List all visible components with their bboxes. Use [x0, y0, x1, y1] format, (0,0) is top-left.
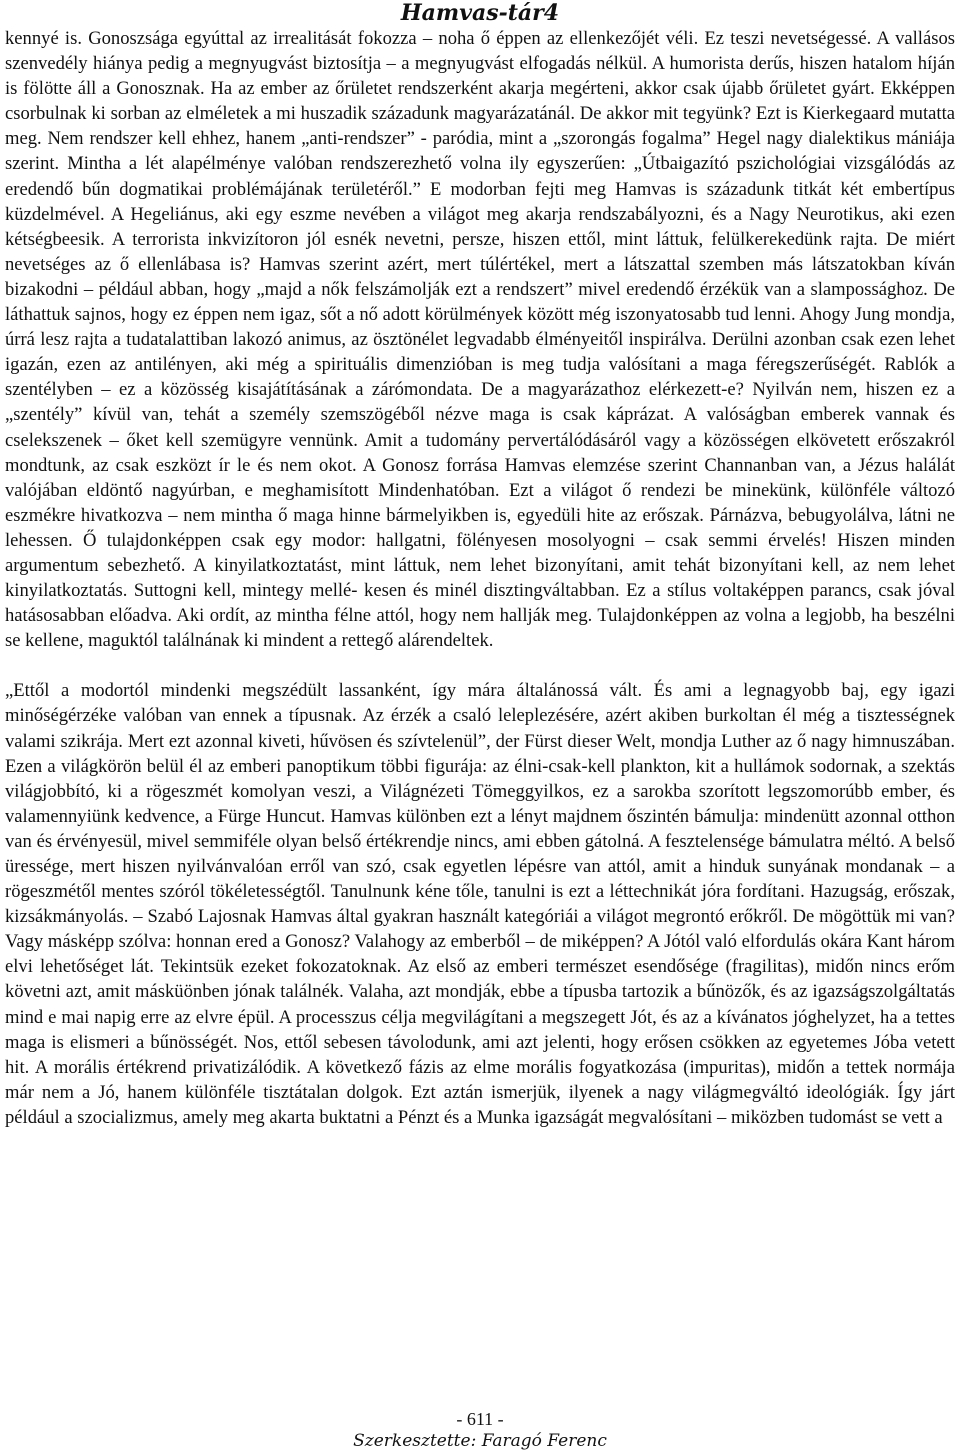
body-text	[5, 26, 955, 1130]
page-number: - 611 -	[456, 1409, 504, 1429]
running-header: Hamvas-tár4	[400, 0, 560, 26]
paragraph: „Ettől a modortól mindenki megszédült lassanként, így mára általánossá vált. És ami a legnagyobb baj, egy igazi minőségérzéke valóban van ennek a típusnak. Az érzék a csaló leleplezésére, azért akiben burkoltan él még a tisztességnek valami szikrája. Mert ezt azonnal kiveti, hűvösen és szívtelenül”, der Fürst dieser Welt, mondja Luther az ő nagy himnuszában. Ezen a világkörön belül él az emberi panoptikum többi figurája: az élni-csak-kell plankton, kit a hullámok sodornak, a szektás világjobbító, ki a rögeszmét komolyan veszi, a Világnézeti Tömeggyilkos, ez a sarokba szorított legszomorúbb ember, és valamennyiünk kedvence, a Fürge Huncut. Hamvas különben ezt a lényt majdnem őszintén bámulja: mindenütt azonnal otthon van és érvényesül, mivel semmiféle olyan belső értékrendje nincs, ami ebben gátolná. A fesztelensége bámulatra méltó. A belső üressége, mert hiszen nyilvánvalóan erről van szó, csak egyetlen lépésre van attól, amit a hinduk sunyának mondanak – a rögeszmétől mentes szóról tökéletességtől. Tanulnunk kéne tőle, tanulni is ezt a léttechnikát jóra fordítani. Hazugság, erőszak, kizsákmányolás. – Szabó Lajosnak Hamvas által gyakran használt kategóriái a világot megrontó erőkről. De mögöttük mi van? Vagy másképp szólva: honnan ered a Gonosz? Valahogy az emberből – de miképpen? A Jótól való elfordulás okára Kant három elvi lehetőséget lát. Tekintsük ezeket fokozatoknak. Az első az emberi természet esendősége (fragilitas), midőn nincs erőm követni azt, amit másküönben jónak találnék. Valaha, azt mondják, ebbe a típusba tartozik a bűnözők, és az igazságszolgáltatás mind e mai napig erre az elvre épül. A processzus célja megvilágítani a megszegett Jót, és az a kívánatos jóghelyzet, ha a tettes maga is elismeri a bűnösségét. Nos, ettől sebesen távolodunk, ami azt jelenti, hogy erősen csökken az egyetemes Jóba vetett hit. A morális értékrend privatizálódik. A következő fázis az elme morális fogyatkozása (impuritas), midőn a tettek normája már nem a Jó, hanem különféle tisztátalan dolgok. Ezt aztán ismerjük, ilyenek a nagy világmegváltó ideológiák. Így járt például a szocializmus, amely meg akarta buktatni a Pénzt és a Munka igazságát megvalósítani – miközben tudomást se vett a	[5, 680, 955, 1128]
paragraph: kennyé is. Gonoszsága egyúttal az irrealitását fokozza – noha ő éppen az ellenkezőjét véli. Ez teszi nevetségessé. A vallásos szenvedély hiánya pedig a megnyugvást biztosítja – a megnyugvást elfogadás nélkül. A humorista derűs, hiszen hatalom híján is fölötte áll a Gonosznak. Ha az ember az őrületet rendszerként akarja megérteni, akkor csak újabb őrületet gyárt. Ekképpen csorbulnak ki sorban az elméletek a mi huszadik századunk magyarázatánál. De akkor mit tegyünk? Ezt is Kierkegaard mutatta meg. Nem rendszer kell ehhez, hanem „anti-rendszer” - paródia, mint a „szorongás fogalma” Hegel nagy dialektikus mániája szerint. Mintha a lét alapélménye valóban rendszerezhető volna ily egyszerűen: „Útbaigazító pszichológiai vizsgálódás az eredendő bűn dogmatikai problémájának területéről.” E modorban fejti meg Hamvas is századunk titkát két embertípus küzdelmével. A Hegeliánus, aki egy eszme nevében a világot meg akarja rendszabályozni, és a Nagy Neurotikus, aki ezen kétségbeesik. A terrorista inkvizítoron jól esnék nevetni, persze, hiszen ettől, mint láttuk, felülkerekedünk rajta. De miért nevetséges az ő ellenlábasa is? Hamvas szerint azért, mert túlértékel, mert a látszattal szemben más látszatokban kíván bizakodni – például abban, hogy „majd a nők felszámolják ezt a rendszert” mivel eredendő érzékük van a slampossághoz. De láthattuk sajnos, hogy ez éppen nem igaz, sőt a nő adott körülmények között még iszonyatosabb tud lenni. Ahogy Jung mondja, úrrá lesz rajta a tudatalattiban lakozó animus, az ösztönélet legvadabb élményeitől inspirálva. Derülni azonban csak ezen lehet igazán, ezen az antilényen, aki még a spirituális dimenzióban is meg tudja valósítani a maga féregszerűségét. Rablók a szentélyben – ez a közösség kisajátításának a zárómondata. De a magyarázathoz elérkezett-e? Nyilván nem, hiszen ez a „szentély” kívül van, tehát a személy szemszögéből nézve maga is csak káprázat. A valóságban emberek vannak és cselekszenek – őket kell szemügyre vennünk. Amit a tudomány pervertálódásáról vagy a közösségen elkövetett erőszakról mondtunk, az csak eszközt ír le és nem okot. A Gonosz forrása Hamvas elemzése szerint Channanban van, a Jézus halálát valójában eldöntő nagyúrban, e meghamisított Mindenhatóban. Ezt a világot ő rendezi be minekünk, különféle változó eszmékre hivatkozva – nem mintha ő maga hinne bármelyikben is, egyedüli hite az erőszak. Párnázva, bebugyolálva, látni ne lehessen. Ő tulajdonképpen csak egy modor: hallgatni, fölényesen mosolyogni – csak semmi érvelés! Hiszen minden argumentum sebezhető. A kinyilatkoztatást, mint láttuk, nem lehet bizonyítani, amit tehát bizonyítani kell, az nem lehet kinyilatkoztatás. Suttogni kell, mintegy mellé- kesen és minél disztingváltabban. Ez a stílus voltaképpen parancs, csak jóval hatásosabban előadva. Aki ordít, az mintha félne attól, hogy nem hallják meg. Tulajdonképpen az volna a legjobb, ha beszélni se kellene, maguktól találnának ki mindent a rettegő alárendeltek.	[5, 28, 955, 652]
editor-credit: Szerkesztette: Faragó Ferenc	[353, 1431, 607, 1451]
